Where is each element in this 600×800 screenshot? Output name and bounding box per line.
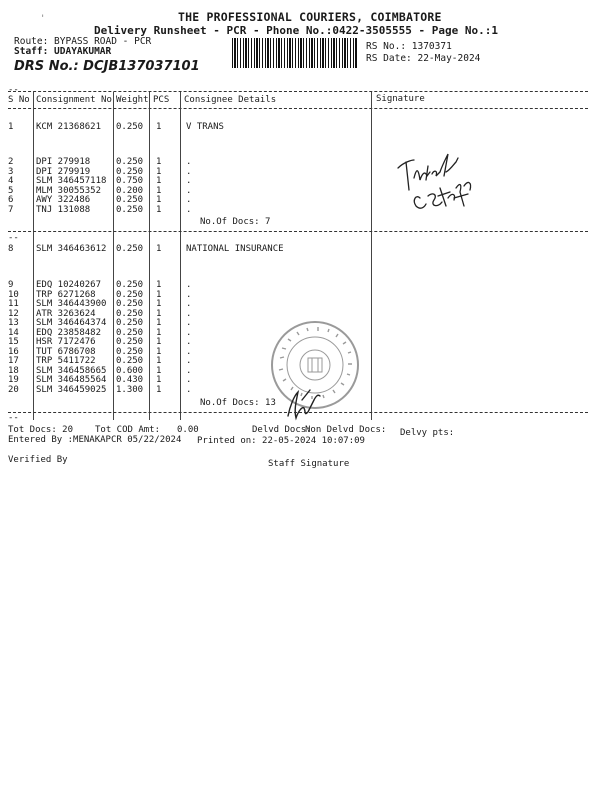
verified-by: Verified By bbox=[8, 455, 68, 465]
table-row bbox=[0, 309, 600, 319]
row-consignment: EDQ 10240267 bbox=[36, 280, 102, 290]
rs-date: RS Date: 22-May-2024 bbox=[366, 53, 481, 64]
row-consignee: NATIONAL INSURANCE bbox=[186, 244, 284, 254]
row-consignee-dot: . bbox=[186, 318, 192, 328]
row-sno: 16 bbox=[8, 346, 19, 357]
row-pcs: 1 bbox=[156, 176, 162, 186]
col-consignment: Consignment No bbox=[36, 95, 112, 105]
row-pcs: 1 bbox=[156, 185, 162, 196]
rs-number: RS No.: 1370371 bbox=[366, 41, 452, 52]
row-consignee-dot: . bbox=[186, 337, 192, 347]
table-row bbox=[0, 176, 600, 186]
row-consignee-dot: . bbox=[186, 195, 192, 205]
row-sno: 3 bbox=[8, 166, 14, 177]
row-weight: 0.250 bbox=[116, 195, 144, 205]
staff-label: Staff: UDAYAKUMAR bbox=[14, 46, 112, 57]
row-consignee-dot: . bbox=[186, 157, 192, 167]
row-consignee-dot: . bbox=[186, 185, 192, 196]
row-consignment: SLM 346458665 bbox=[36, 365, 107, 376]
row-consignee-dot: . bbox=[186, 365, 192, 376]
row-consignee-dot: . bbox=[186, 166, 192, 177]
row-consignment: TRP 6271268 bbox=[36, 289, 96, 300]
table-row bbox=[0, 167, 600, 177]
row-weight: 0.250 bbox=[116, 327, 144, 338]
row-weight: 0.250 bbox=[116, 157, 144, 167]
row-sno: 9 bbox=[8, 280, 14, 290]
row-weight: 0.250 bbox=[116, 318, 144, 328]
entered-by: Entered By :MENAKAPCR 05/22/2024 bbox=[8, 435, 182, 445]
printed-on: Printed on: 22-05-2024 10:07:09 bbox=[197, 436, 365, 446]
row-sno: 19 bbox=[8, 375, 19, 385]
row-consignment: EDQ 23858482 bbox=[36, 327, 102, 338]
row-pcs: 1 bbox=[156, 195, 162, 205]
table-row bbox=[0, 205, 600, 215]
tot-docs: Tot Docs: 20 bbox=[8, 425, 74, 435]
row-sno: 8 bbox=[8, 244, 14, 254]
row-sno: 13 bbox=[8, 318, 19, 328]
row-weight: 0.250 bbox=[116, 337, 144, 347]
table-row bbox=[0, 157, 600, 167]
row-pcs: 1 bbox=[156, 337, 162, 347]
table-row bbox=[0, 186, 600, 196]
row-pcs: 1 bbox=[156, 204, 162, 215]
row-weight: 0.250 bbox=[116, 204, 144, 215]
row-consignee-dot: . bbox=[186, 384, 192, 395]
row-consignment: TUT 6786708 bbox=[36, 346, 96, 357]
runsheet-title: Delivery Runsheet - PCR - Phone No.:0422-3505555 - Page No.:1 bbox=[94, 24, 498, 37]
table-row bbox=[0, 299, 600, 309]
tot-cod-amount: 0.00 bbox=[177, 425, 199, 435]
row-weight: 0.200 bbox=[116, 185, 144, 196]
row-sno: 18 bbox=[8, 365, 19, 376]
col-sno: S No bbox=[8, 95, 30, 105]
row-consignment: HSR 7172476 bbox=[36, 337, 96, 347]
row-consignment: SLM 346485564 bbox=[36, 375, 107, 385]
row-consignment: DPI 279918 bbox=[36, 157, 91, 167]
row-consignment: DPI 279919 bbox=[36, 166, 91, 177]
row-pcs: 1 bbox=[156, 157, 162, 167]
row-sno: 4 bbox=[8, 176, 14, 186]
row-consignment: SLM 346457118 bbox=[36, 176, 107, 186]
row-weight: 0.250 bbox=[116, 280, 144, 290]
row-pcs: 1 bbox=[156, 244, 162, 254]
header-rule-bottom bbox=[8, 108, 588, 109]
row-sno: 2 bbox=[8, 157, 14, 167]
row-sno: 15 bbox=[8, 337, 19, 347]
staff-signature-label: Staff Signature bbox=[268, 459, 350, 469]
table-row bbox=[0, 290, 600, 300]
row-sno: 1 bbox=[8, 122, 14, 132]
row-consignment: SLM 346464374 bbox=[36, 318, 107, 328]
row-weight: 0.600 bbox=[116, 365, 144, 376]
mark-bottom: -- bbox=[8, 413, 19, 423]
row-pcs: 1 bbox=[156, 346, 162, 357]
col-pcs: PCS bbox=[153, 95, 170, 105]
header-rule-top bbox=[8, 91, 588, 92]
row-consignee-dot: . bbox=[186, 356, 192, 366]
table-row bbox=[0, 244, 600, 254]
row-consignment: TNJ 131088 bbox=[36, 204, 91, 215]
handwritten-signature bbox=[392, 136, 482, 222]
initials-signature bbox=[284, 386, 324, 422]
row-consignment: SLM 346463612 bbox=[36, 244, 107, 254]
docs-count: No.Of Docs: 13 bbox=[200, 398, 276, 408]
non-delvd-docs: Non Delvd Docs: bbox=[305, 425, 387, 435]
row-sno: 7 bbox=[8, 204, 14, 215]
company-name: THE PROFESSIONAL COURIERS, COIMBATORE bbox=[178, 10, 442, 24]
row-weight: 0.750 bbox=[116, 176, 144, 186]
corner-mark: ' bbox=[40, 14, 46, 24]
row-consignee-dot: . bbox=[186, 289, 192, 300]
row-pcs: 1 bbox=[156, 166, 162, 177]
table-row bbox=[0, 122, 600, 132]
row-sno: 12 bbox=[8, 308, 19, 319]
row-weight: 0.250 bbox=[116, 299, 144, 309]
row-weight: 0.430 bbox=[116, 375, 144, 385]
row-consignee-dot: . bbox=[186, 308, 192, 319]
row-weight: 0.250 bbox=[116, 308, 144, 319]
row-pcs: 1 bbox=[156, 308, 162, 319]
row-sno: 14 bbox=[8, 327, 19, 338]
row-sno: 17 bbox=[8, 356, 19, 366]
col-weight: Weight bbox=[116, 95, 149, 105]
row-pcs: 1 bbox=[156, 384, 162, 395]
row-pcs: 1 bbox=[156, 356, 162, 366]
drs-number: DRS No.: DCJB137037101 bbox=[14, 59, 200, 74]
row-consignment: AWY 322486 bbox=[36, 195, 91, 205]
row-weight: 0.250 bbox=[116, 122, 144, 132]
row-consignment: SLM 346443900 bbox=[36, 299, 107, 309]
row-consignee-dot: . bbox=[186, 204, 192, 215]
table-row bbox=[0, 195, 600, 205]
barcode bbox=[232, 38, 358, 68]
group-divider bbox=[8, 231, 588, 232]
row-weight: 0.250 bbox=[116, 289, 144, 300]
tot-cod-label: Tot COD Amt: bbox=[95, 425, 161, 435]
row-consignee-dot: . bbox=[186, 375, 192, 385]
col-signature: Signature bbox=[376, 94, 425, 104]
row-weight: 0.250 bbox=[116, 356, 144, 366]
row-sno: 20 bbox=[8, 384, 19, 395]
row-pcs: 1 bbox=[156, 365, 162, 376]
row-consignment: ATR 3263624 bbox=[36, 308, 96, 319]
row-pcs: 1 bbox=[156, 318, 162, 328]
row-consignment: MLM 30055352 bbox=[36, 185, 102, 196]
row-weight: 0.250 bbox=[116, 346, 144, 357]
mark-mid: -- bbox=[8, 233, 19, 243]
row-weight: 0.250 bbox=[116, 166, 144, 177]
row-sno: 5 bbox=[8, 185, 14, 196]
row-consignment: KCM 21368621 bbox=[36, 122, 102, 132]
row-weight: 0.250 bbox=[116, 244, 144, 254]
row-consignee-dot: . bbox=[186, 327, 192, 338]
row-consignment: SLM 346459025 bbox=[36, 384, 107, 395]
row-pcs: 1 bbox=[156, 289, 162, 300]
route-label: Route: BYPASS ROAD - PCR bbox=[14, 36, 152, 47]
row-consignee-dot: . bbox=[186, 176, 192, 186]
row-pcs: 1 bbox=[156, 375, 162, 385]
table-bottom-rule bbox=[8, 412, 588, 413]
row-weight: 1.300 bbox=[116, 384, 144, 395]
row-sno: 6 bbox=[8, 195, 14, 205]
mark-top: -- bbox=[8, 85, 19, 95]
row-consignee: V TRANS bbox=[186, 122, 224, 132]
row-sno: 11 bbox=[8, 299, 19, 309]
row-pcs: 1 bbox=[156, 299, 162, 309]
row-pcs: 1 bbox=[156, 280, 162, 290]
row-pcs: 1 bbox=[156, 122, 162, 132]
delvy-pts: Delvy pts: bbox=[400, 428, 455, 438]
row-pcs: 1 bbox=[156, 327, 162, 338]
delvd-docs: Delvd Docs: bbox=[252, 425, 312, 435]
row-consignee-dot: . bbox=[186, 346, 192, 357]
row-consignee-dot: . bbox=[186, 299, 192, 309]
row-consignee-dot: . bbox=[186, 280, 192, 290]
col-consignee: Consignee Details bbox=[184, 95, 277, 105]
table-row bbox=[0, 280, 600, 290]
row-consignment: TRP 5411722 bbox=[36, 356, 96, 366]
row-sno: 10 bbox=[8, 289, 19, 300]
docs-count: No.Of Docs: 7 bbox=[200, 217, 271, 227]
